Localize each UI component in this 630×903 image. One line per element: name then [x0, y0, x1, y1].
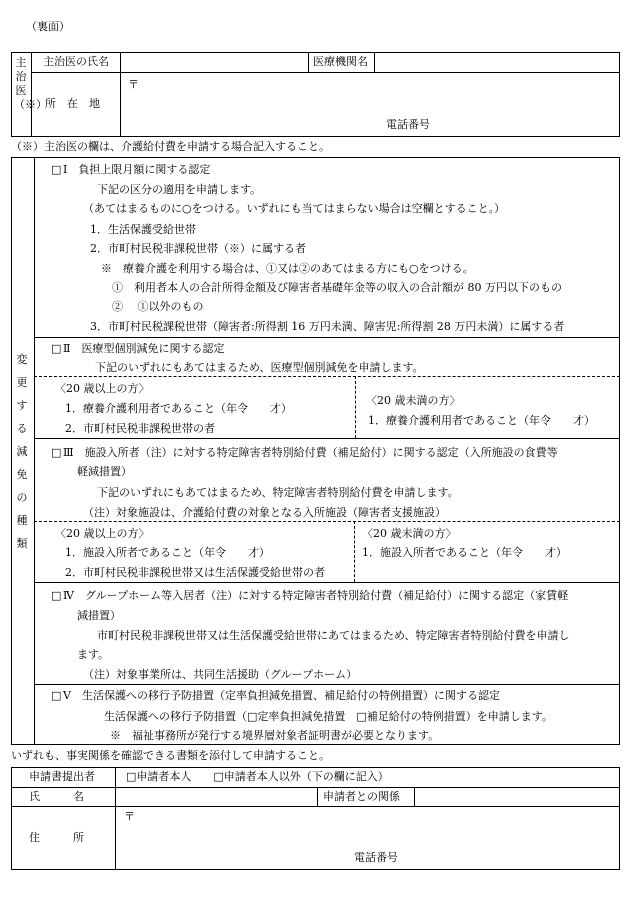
section2-title: Ⅱ 医療型個別減免に関する認定: [63, 342, 225, 355]
submitter-phone-label: 電話番号: [354, 851, 398, 864]
section3-adult-item2: 2．市町村民税非課税世帯又は生活保護受給世帯の者: [65, 566, 325, 579]
section1-item3: 3．市町村民税課税世帯（障害者:所得割 16 万円未満、障害児:所得割 28 万円未満）に属する者: [90, 320, 565, 333]
physician-name-label: 主治医の氏名: [43, 55, 109, 68]
section5-checkbox[interactable]: □: [51, 689, 62, 702]
physician-postal-mark: 〒: [128, 78, 139, 91]
section3-title: Ⅲ 施設入所者（注）に対する特定障害者特別給付費（補足給付）に関する認定（入所施設の食費等: [63, 446, 558, 459]
section3-child-head: 〈20 歳未満の方〉: [362, 527, 457, 540]
section2-checkbox[interactable]: □: [51, 342, 62, 355]
section1-checkbox[interactable]: □: [51, 163, 62, 176]
physician-address-label: 所 在 地: [45, 97, 100, 110]
section4-body1: 市町村民税非課税世帯又は生活保護受給世帯にあてはまるため、特定障害者特別給付費を申請し: [97, 629, 570, 642]
physician-name-field[interactable]: [124, 54, 304, 70]
section3-adult-head: 〈20 歳以上の方〉: [55, 527, 150, 540]
submitter-postal-mark: 〒: [124, 810, 135, 823]
section2-child-head: 〈20 歳未満の方〉: [366, 394, 461, 407]
physician-note: （※）主治医の欄は、介護給付費を申請する場合記入すること。: [11, 140, 330, 153]
physician-side-label: 主治医（※）: [14, 56, 47, 111]
submitter-name-label: 氏 名: [29, 790, 84, 803]
section1-sub1: ① 利用者本人の合計所得金額及び障害者基礎年金等の収入の合計額が 80 万円以下のもの: [112, 281, 562, 294]
section4-title: Ⅳ グループホーム等入居者（注）に対する特定障害者特別給付費（補足給付）に関する認定（家賃軽: [63, 589, 569, 602]
section3-adult-item1: 1．施設入所者であること（年令 才）: [65, 546, 270, 559]
institution-field[interactable]: [378, 54, 616, 70]
submitter-label: 申請書提出者: [29, 770, 95, 783]
section3-checkbox[interactable]: □: [51, 446, 62, 459]
section2-adult-head: 〈20 歳以上の方〉: [55, 382, 150, 395]
section5-body: 生活保護への移行予防措置（□定率負担減免措置 □補足給付の特例措置）を申請します。: [104, 710, 553, 723]
section2-intro: 下記のいずれにもあてはまるため、医療型個別減免を申請します。: [95, 361, 424, 374]
section3-child-item1: 1．施設入所者であること（年令 才）: [362, 546, 567, 559]
reduction-side-label: 変更する減免の種類: [16, 353, 28, 550]
attach-note: いずれも、事実関係を確認できる書類を添付して申請すること。: [11, 749, 330, 762]
submitter-name-field[interactable]: [119, 789, 313, 805]
section2-child-item1: 1．療養介護利用者であること（年令 才）: [368, 414, 595, 427]
page-label: （裏面）: [26, 20, 70, 33]
section3-title-cont: 軽減措置）: [77, 465, 132, 478]
section1-hint: （あてはまるものに○をつける。いずれにも当てはまらない場合は空欄とすること。）: [83, 202, 506, 215]
section4-note: （注）対象事業所は、共同生活援助（グループホーム）: [83, 668, 358, 681]
submitter-address-label: 住 所: [29, 831, 84, 844]
section4-checkbox[interactable]: □: [51, 589, 62, 602]
section5-note: ※ 福祉事務所が発行する境界層対象者証明書が必要となります。: [110, 729, 440, 742]
submitter-options[interactable]: □申請者本人 □申請者本人以外（下の欄に記入）: [126, 770, 389, 783]
institution-label: 医療機関名: [313, 55, 368, 68]
section4-body2: ます。: [77, 648, 110, 661]
relation-field[interactable]: [418, 789, 616, 805]
section3-note: （注）対象施設は、介護給付費の対象となる入所施設（障害者支援施設）: [83, 506, 446, 519]
section1-title: Ⅰ 負担上限月額に関する認定: [63, 163, 211, 176]
physician-phone-label: 電話番号: [386, 118, 430, 131]
section5-title: Ⅴ 生活保護への移行予防措置（定率負担減免措置、補足給付の特例措置）に関する認定: [63, 689, 500, 702]
section1-sub2: ② ①以外のもの: [112, 300, 204, 313]
section4-title-cont: 減措置）: [77, 609, 121, 622]
section1-intro: 下記の区分の適用を申請します。: [97, 183, 262, 196]
section1-item2: 2．市町村民税非課税世帯（※）に属する者: [90, 242, 306, 255]
section3-intro: 下記のいずれにもあてはまるため、特定障害者特別給付費を申請します。: [97, 486, 459, 499]
relation-label: 申請者との関係: [323, 790, 400, 803]
section1-note: ※ 療養介護を利用する場合は、①又は②のあてはまる方にも○をつける。: [101, 262, 474, 275]
section2-adult-item2: 2．市町村民税非課税世帯の者: [65, 422, 215, 435]
section1-item1: 1．生活保護受給世帯: [90, 223, 196, 236]
section2-adult-item1: 1．療養介護利用者であること（年令 才）: [65, 402, 292, 415]
